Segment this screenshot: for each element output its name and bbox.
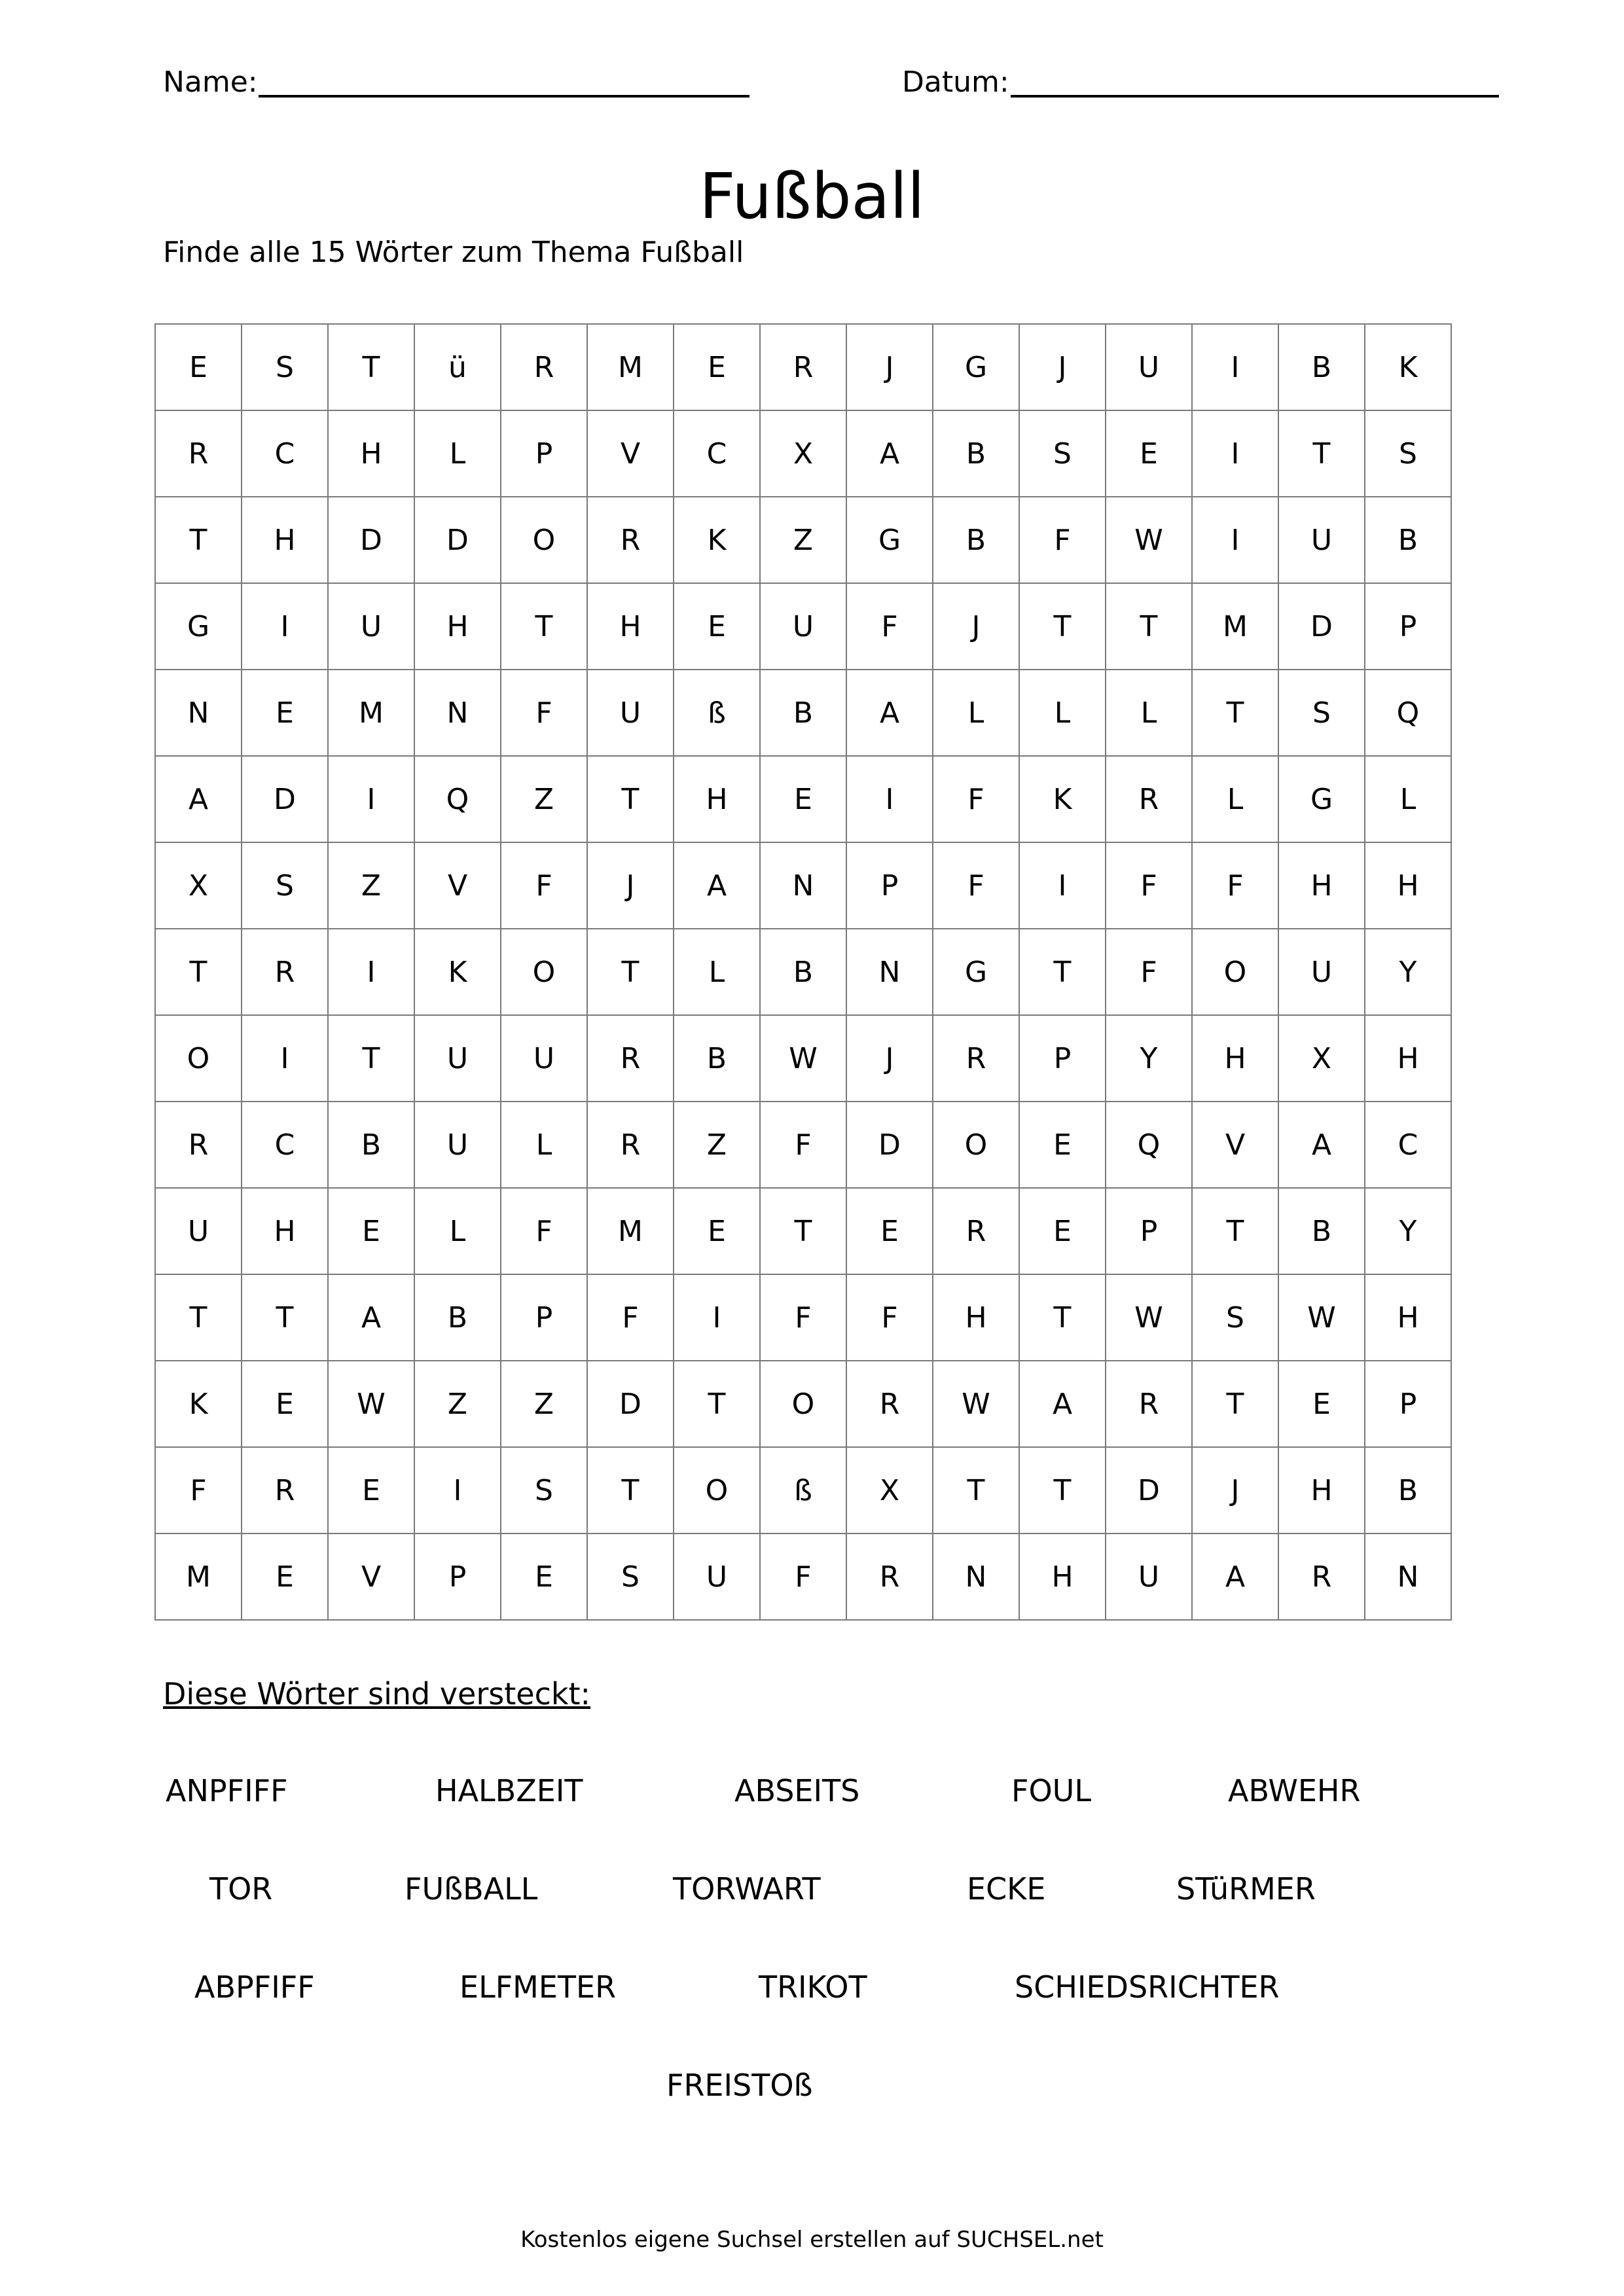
grid-cell[interactable]: G: [846, 497, 933, 583]
grid-cell[interactable]: T: [587, 756, 674, 842]
word-item: ABSEITS: [734, 1773, 860, 1808]
grid-cell[interactable]: T: [1019, 1447, 1106, 1534]
grid-cell[interactable]: L: [933, 670, 1019, 756]
word-item: SCHIEDSRICHTER: [1015, 1969, 1280, 2005]
grid-row: [155, 410, 1451, 497]
grid-cell[interactable]: T: [328, 324, 414, 410]
grid-cell[interactable]: K: [414, 929, 501, 1015]
grid-cell[interactable]: B: [414, 1274, 501, 1361]
grid-cell[interactable]: I: [242, 583, 328, 670]
grid-cell[interactable]: L: [1106, 670, 1192, 756]
word-item: FOUL: [1011, 1773, 1091, 1808]
word-item: STüRMER: [1176, 1871, 1316, 1907]
grid-cell[interactable]: ß: [760, 1447, 846, 1534]
grid-cell[interactable]: S: [1019, 410, 1106, 497]
grid-cell[interactable]: P: [501, 1274, 587, 1361]
grid-cell[interactable]: T: [1019, 1274, 1106, 1361]
grid-cell[interactable]: O: [674, 1447, 760, 1534]
grid-cell[interactable]: T: [155, 929, 242, 1015]
grid-cell[interactable]: T: [1192, 1188, 1278, 1274]
grid-cell[interactable]: U: [328, 583, 414, 670]
grid-cell[interactable]: A: [846, 410, 933, 497]
grid-cell[interactable]: D: [1278, 583, 1365, 670]
grid-cell[interactable]: ß: [674, 670, 760, 756]
grid-cell[interactable]: W: [1278, 1274, 1365, 1361]
grid-row: [155, 1361, 1451, 1447]
grid-cell[interactable]: R: [1106, 756, 1192, 842]
grid-cell[interactable]: P: [1019, 1015, 1106, 1102]
grid-cell[interactable]: V: [587, 410, 674, 497]
grid-cell[interactable]: V: [328, 1534, 414, 1620]
word-item: ABPFIFF: [194, 1969, 315, 2005]
grid-cell[interactable]: A: [328, 1274, 414, 1361]
grid-cell[interactable]: P: [1365, 1361, 1451, 1447]
grid-cell[interactable]: F: [1019, 497, 1106, 583]
grid-cell[interactable]: R: [242, 929, 328, 1015]
grid-cell[interactable]: T: [760, 1188, 846, 1274]
grid-cell[interactable]: I: [846, 756, 933, 842]
grid-cell[interactable]: E: [242, 1361, 328, 1447]
grid-cell[interactable]: Z: [328, 842, 414, 929]
grid-cell[interactable]: B: [1365, 497, 1451, 583]
grid-cell[interactable]: Y: [1365, 929, 1451, 1015]
word-item: TORWART: [673, 1871, 821, 1907]
grid-cell[interactable]: H: [242, 1188, 328, 1274]
date-label: Datum:: [902, 65, 1009, 99]
grid-cell[interactable]: Q: [414, 756, 501, 842]
grid-cell[interactable]: S: [1278, 670, 1365, 756]
grid-cell[interactable]: R: [587, 497, 674, 583]
grid-cell[interactable]: O: [933, 1102, 1019, 1188]
grid-cell[interactable]: N: [1365, 1534, 1451, 1620]
grid-row: [155, 842, 1451, 929]
grid-cell[interactable]: J: [846, 1015, 933, 1102]
grid-cell[interactable]: B: [1278, 1188, 1365, 1274]
grid-cell[interactable]: U: [674, 1534, 760, 1620]
grid-cell[interactable]: B: [760, 670, 846, 756]
grid-cell[interactable]: O: [501, 929, 587, 1015]
grid-cell[interactable]: L: [501, 1102, 587, 1188]
grid-cell[interactable]: P: [1106, 1188, 1192, 1274]
grid-cell[interactable]: J: [846, 324, 933, 410]
grid-cell[interactable]: O: [501, 497, 587, 583]
grid-cell[interactable]: H: [1365, 1274, 1451, 1361]
grid-cell[interactable]: A: [1192, 1534, 1278, 1620]
grid-cell[interactable]: C: [242, 410, 328, 497]
grid-cell[interactable]: K: [155, 1361, 242, 1447]
grid-cell[interactable]: H: [242, 497, 328, 583]
grid-cell[interactable]: H: [1278, 1447, 1365, 1534]
grid-cell[interactable]: R: [1278, 1534, 1365, 1620]
word-item: ABWEHR: [1228, 1773, 1361, 1808]
grid-cell[interactable]: N: [760, 842, 846, 929]
grid-cell[interactable]: E: [328, 1188, 414, 1274]
grid-cell[interactable]: M: [587, 324, 674, 410]
grid-cell[interactable]: R: [155, 1102, 242, 1188]
grid-cell[interactable]: O: [760, 1361, 846, 1447]
grid-cell[interactable]: H: [328, 410, 414, 497]
word-item: ANPFIFF: [166, 1773, 288, 1808]
grid-cell[interactable]: D: [242, 756, 328, 842]
grid-cell[interactable]: E: [242, 670, 328, 756]
grid-cell[interactable]: L: [674, 929, 760, 1015]
grid-cell[interactable]: R: [933, 1015, 1019, 1102]
grid-cell[interactable]: T: [1278, 410, 1365, 497]
grid-cell[interactable]: E: [155, 324, 242, 410]
grid-cell[interactable]: S: [242, 842, 328, 929]
footer-note: Kostenlos eigene Suchsel erstellen auf SUCHSEL.net: [520, 2227, 1104, 2253]
grid-cell[interactable]: W: [933, 1361, 1019, 1447]
grid-cell[interactable]: C: [1365, 1102, 1451, 1188]
grid-cell[interactable]: S: [1192, 1274, 1278, 1361]
grid-cell[interactable]: T: [1192, 1361, 1278, 1447]
grid-cell[interactable]: F: [760, 1534, 846, 1620]
grid-cell[interactable]: F: [846, 1274, 933, 1361]
grid-cell[interactable]: N: [933, 1534, 1019, 1620]
word-item: TRIKOT: [759, 1969, 867, 2005]
grid-cell[interactable]: K: [674, 497, 760, 583]
grid-cell[interactable]: H: [1278, 842, 1365, 929]
grid-row: [155, 1188, 1451, 1274]
grid-cell[interactable]: U: [587, 670, 674, 756]
name-field[interactable]: [259, 95, 749, 98]
word-search-grid: [154, 323, 1452, 1621]
grid-row: [155, 497, 1451, 583]
grid-cell[interactable]: U: [414, 1102, 501, 1188]
grid-cell[interactable]: F: [760, 1102, 846, 1188]
grid-cell[interactable]: F: [501, 842, 587, 929]
grid-cell[interactable]: A: [155, 756, 242, 842]
grid-cell[interactable]: F: [1106, 842, 1192, 929]
grid-cell[interactable]: N: [155, 670, 242, 756]
word-item: HALBZEIT: [435, 1773, 583, 1808]
grid-cell[interactable]: X: [155, 842, 242, 929]
grid-cell[interactable]: T: [933, 1447, 1019, 1534]
grid-cell[interactable]: H: [933, 1274, 1019, 1361]
grid-row: [155, 1015, 1451, 1102]
grid-cell[interactable]: X: [846, 1447, 933, 1534]
grid-cell[interactable]: C: [674, 410, 760, 497]
grid-cell[interactable]: R: [242, 1447, 328, 1534]
grid-cell[interactable]: L: [414, 1188, 501, 1274]
grid-cell[interactable]: J: [1192, 1447, 1278, 1534]
grid-cell[interactable]: P: [846, 842, 933, 929]
grid-cell[interactable]: F: [1106, 929, 1192, 1015]
grid-cell[interactable]: R: [1106, 1361, 1192, 1447]
grid-cell[interactable]: L: [1019, 670, 1106, 756]
grid-cell[interactable]: R: [933, 1188, 1019, 1274]
grid-cell[interactable]: W: [760, 1015, 846, 1102]
grid-cell[interactable]: B: [1365, 1447, 1451, 1534]
grid-cell[interactable]: H: [1365, 842, 1451, 929]
grid-cell[interactable]: E: [674, 583, 760, 670]
word-item: FUßBALL: [405, 1871, 538, 1907]
grid-cell[interactable]: B: [933, 410, 1019, 497]
grid-cell[interactable]: F: [587, 1274, 674, 1361]
grid-cell[interactable]: R: [155, 410, 242, 497]
grid-cell[interactable]: V: [414, 842, 501, 929]
grid-cell[interactable]: P: [414, 1534, 501, 1620]
grid-row: [155, 583, 1451, 670]
word-item: ELFMETER: [460, 1969, 617, 2005]
grid-cell[interactable]: U: [1106, 1534, 1192, 1620]
grid-cell[interactable]: G: [933, 929, 1019, 1015]
grid-row: [155, 1534, 1451, 1620]
word-item: FREISTOß: [666, 2068, 813, 2103]
grid-cell[interactable]: D: [587, 1361, 674, 1447]
grid-cell[interactable]: P: [1365, 583, 1451, 670]
grid-cell[interactable]: G: [1278, 756, 1365, 842]
grid-cell[interactable]: R: [760, 324, 846, 410]
grid-cell[interactable]: H: [1365, 1015, 1451, 1102]
grid-cell[interactable]: B: [933, 497, 1019, 583]
grid-cell[interactable]: N: [846, 929, 933, 1015]
grid-cell[interactable]: Q: [1365, 670, 1451, 756]
grid-cell[interactable]: F: [155, 1447, 242, 1534]
grid-cell[interactable]: D: [1106, 1447, 1192, 1534]
grid-cell[interactable]: J: [587, 842, 674, 929]
grid-cell[interactable]: E: [760, 756, 846, 842]
grid-cell[interactable]: I: [328, 756, 414, 842]
grid-cell[interactable]: I: [414, 1447, 501, 1534]
grid-cell[interactable]: T: [1106, 583, 1192, 670]
grid-cell[interactable]: F: [933, 842, 1019, 929]
grid-cell[interactable]: H: [674, 756, 760, 842]
grid-cell[interactable]: J: [933, 583, 1019, 670]
grid-cell[interactable]: H: [1192, 1015, 1278, 1102]
grid-cell[interactable]: B: [328, 1102, 414, 1188]
grid-cell[interactable]: U: [1278, 929, 1365, 1015]
grid-cell[interactable]: G: [933, 324, 1019, 410]
grid-cell[interactable]: F: [933, 756, 1019, 842]
grid-cell[interactable]: T: [1019, 583, 1106, 670]
grid-cell[interactable]: F: [1192, 842, 1278, 929]
grid-cell[interactable]: W: [328, 1361, 414, 1447]
date-field[interactable]: [1011, 95, 1499, 98]
grid-cell[interactable]: G: [155, 583, 242, 670]
grid-row: [155, 1447, 1451, 1534]
grid-cell[interactable]: Z: [674, 1102, 760, 1188]
grid-cell[interactable]: R: [846, 1361, 933, 1447]
grid-cell[interactable]: S: [501, 1447, 587, 1534]
grid-cell[interactable]: E: [501, 1534, 587, 1620]
grid-cell[interactable]: L: [1365, 756, 1451, 842]
grid-cell[interactable]: T: [242, 1274, 328, 1361]
grid-cell[interactable]: E: [1019, 1188, 1106, 1274]
grid-cell[interactable]: D: [414, 497, 501, 583]
grid-cell[interactable]: H: [587, 583, 674, 670]
grid-cell[interactable]: C: [242, 1102, 328, 1188]
grid-cell[interactable]: S: [242, 324, 328, 410]
grid-cell[interactable]: S: [587, 1534, 674, 1620]
grid-cell[interactable]: T: [328, 1015, 414, 1102]
grid-cell[interactable]: I: [1019, 842, 1106, 929]
grid-cell[interactable]: E: [674, 1188, 760, 1274]
grid-cell[interactable]: E: [1106, 410, 1192, 497]
grid-cell[interactable]: T: [155, 497, 242, 583]
grid-cell[interactable]: T: [1019, 929, 1106, 1015]
grid-cell[interactable]: X: [1278, 1015, 1365, 1102]
grid-cell[interactable]: D: [328, 497, 414, 583]
grid-cell[interactable]: I: [1192, 410, 1278, 497]
grid-cell[interactable]: A: [674, 842, 760, 929]
grid-cell[interactable]: M: [1192, 583, 1278, 670]
page-subtitle: Finde alle 15 Wörter zum Thema Fußball: [163, 236, 744, 269]
grid-cell[interactable]: Z: [501, 1361, 587, 1447]
grid-cell[interactable]: V: [1192, 1102, 1278, 1188]
grid-cell[interactable]: U: [1278, 497, 1365, 583]
grid-cell[interactable]: T: [587, 929, 674, 1015]
grid-cell[interactable]: K: [1019, 756, 1106, 842]
grid-cell[interactable]: U: [1106, 324, 1192, 410]
grid-cell[interactable]: E: [1278, 1361, 1365, 1447]
grid-cell[interactable]: B: [1278, 324, 1365, 410]
grid-cell[interactable]: E: [1019, 1102, 1106, 1188]
grid-cell[interactable]: Q: [1106, 1102, 1192, 1188]
grid-cell[interactable]: H: [1019, 1534, 1106, 1620]
grid-cell[interactable]: S: [1365, 410, 1451, 497]
grid-cell[interactable]: T: [587, 1447, 674, 1534]
grid-cell[interactable]: I: [242, 1015, 328, 1102]
page-title: Fußball: [699, 160, 925, 233]
grid-cell[interactable]: A: [1019, 1361, 1106, 1447]
grid-cell[interactable]: D: [846, 1102, 933, 1188]
grid-cell[interactable]: E: [242, 1534, 328, 1620]
grid-cell[interactable]: T: [501, 583, 587, 670]
grid-cell[interactable]: Z: [414, 1361, 501, 1447]
grid-cell[interactable]: U: [414, 1015, 501, 1102]
grid-row: [155, 670, 1451, 756]
grid-row: [155, 1274, 1451, 1361]
grid-cell[interactable]: J: [1019, 324, 1106, 410]
grid-cell[interactable]: F: [846, 583, 933, 670]
grid-cell[interactable]: U: [501, 1015, 587, 1102]
grid-cell[interactable]: F: [760, 1274, 846, 1361]
grid-row: [155, 929, 1451, 1015]
grid-cell[interactable]: W: [1106, 1274, 1192, 1361]
grid-cell[interactable]: I: [328, 929, 414, 1015]
grid-cell[interactable]: E: [846, 1188, 933, 1274]
grid-cell[interactable]: L: [1192, 756, 1278, 842]
grid-cell[interactable]: O: [155, 1015, 242, 1102]
grid-cell[interactable]: F: [501, 1188, 587, 1274]
grid-cell[interactable]: ü: [414, 324, 501, 410]
grid-cell[interactable]: R: [846, 1534, 933, 1620]
word-list-heading: Diese Wörter sind versteckt:: [163, 1676, 591, 1712]
grid-cell[interactable]: H: [414, 583, 501, 670]
grid-cell[interactable]: T: [674, 1361, 760, 1447]
grid-cell[interactable]: A: [846, 670, 933, 756]
grid-cell[interactable]: A: [1278, 1102, 1365, 1188]
grid-cell[interactable]: K: [1365, 324, 1451, 410]
grid-cell[interactable]: L: [414, 410, 501, 497]
grid-cell[interactable]: O: [1192, 929, 1278, 1015]
grid-cell[interactable]: E: [674, 324, 760, 410]
grid-cell[interactable]: B: [674, 1015, 760, 1102]
word-item: ECKE: [967, 1871, 1046, 1907]
grid-cell[interactable]: Z: [760, 497, 846, 583]
grid-cell[interactable]: Z: [501, 756, 587, 842]
grid-cell[interactable]: M: [155, 1534, 242, 1620]
grid-cell[interactable]: I: [1192, 324, 1278, 410]
grid-row: [155, 324, 1451, 410]
grid-row: [155, 756, 1451, 842]
grid-cell[interactable]: E: [328, 1447, 414, 1534]
grid-cell[interactable]: Y: [1365, 1188, 1451, 1274]
grid-cell[interactable]: T: [155, 1274, 242, 1361]
grid-cell[interactable]: N: [414, 670, 501, 756]
grid-cell[interactable]: X: [760, 410, 846, 497]
grid-cell[interactable]: I: [1192, 497, 1278, 583]
grid-cell[interactable]: Y: [1106, 1015, 1192, 1102]
word-item: TOR: [209, 1871, 273, 1907]
grid-cell[interactable]: R: [501, 324, 587, 410]
grid-cell[interactable]: U: [760, 583, 846, 670]
grid-cell[interactable]: M: [587, 1188, 674, 1274]
grid-cell[interactable]: F: [501, 670, 587, 756]
grid-cell[interactable]: M: [328, 670, 414, 756]
name-label: Name:: [163, 65, 258, 99]
grid-cell[interactable]: R: [587, 1102, 674, 1188]
grid-cell[interactable]: I: [674, 1274, 760, 1361]
grid-cell[interactable]: P: [501, 410, 587, 497]
grid-cell[interactable]: T: [1192, 670, 1278, 756]
grid-cell[interactable]: W: [1106, 497, 1192, 583]
grid-cell[interactable]: U: [155, 1188, 242, 1274]
grid-row: [155, 1102, 1451, 1188]
grid-cell[interactable]: B: [760, 929, 846, 1015]
grid-cell[interactable]: R: [587, 1015, 674, 1102]
